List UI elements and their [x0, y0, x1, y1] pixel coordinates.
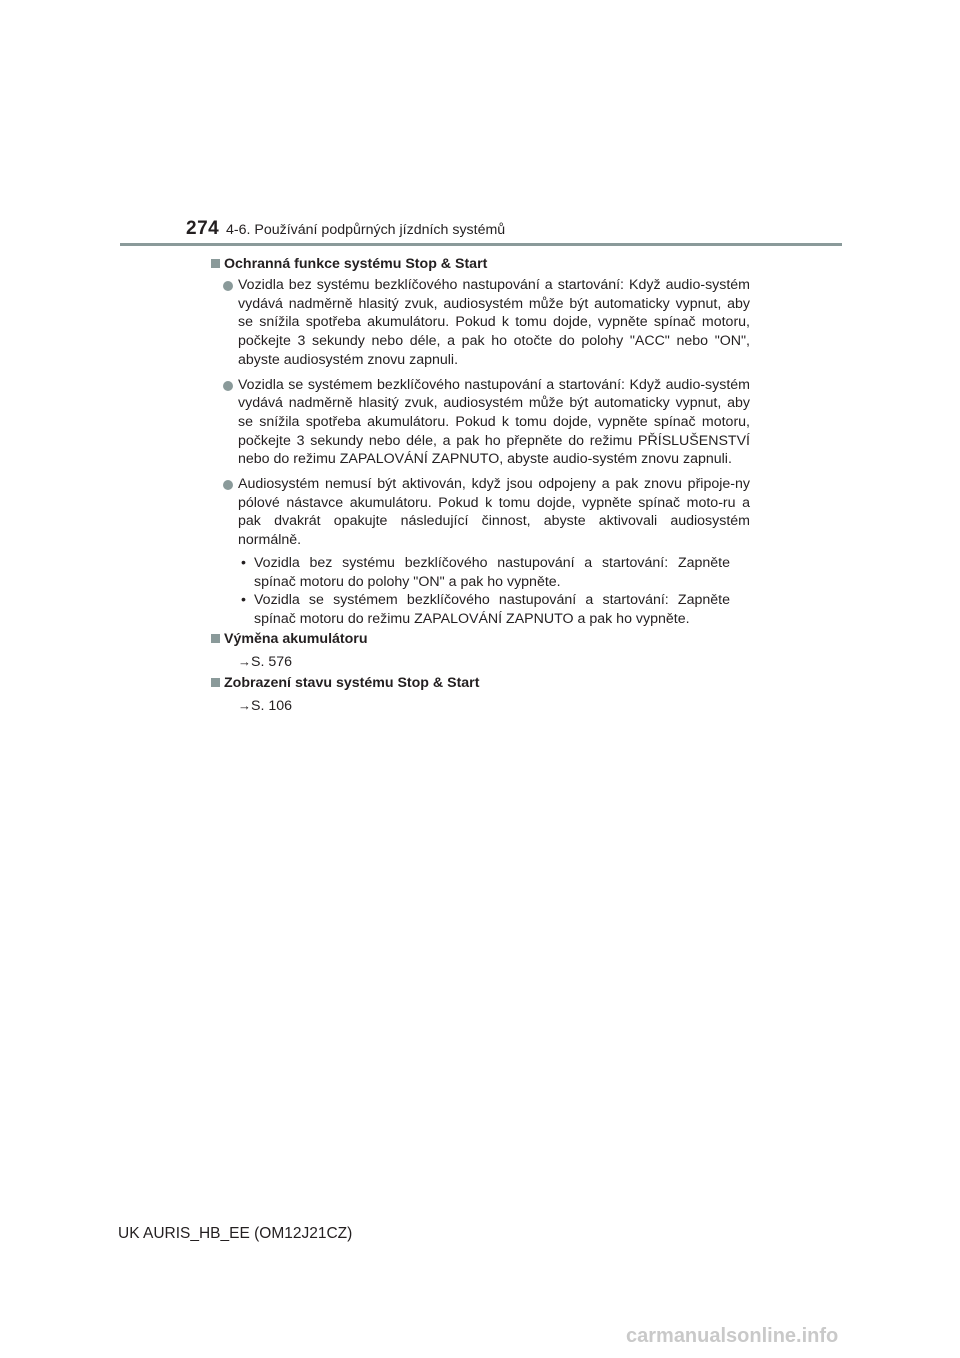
dot-bullet-icon: • — [241, 592, 246, 609]
circle-bullet-icon — [223, 381, 233, 391]
list-item-text: Vozidla se systémem bezklíčového nastupování a startování: Když audio-systém vydává nadměrně hlasitý zvuk, audiosystém může být automaticky vypnut, aby se snížila spotřeba akumulátoru. Pokud k tomu dojde, vypněte spínač motoru, počkejte 3 sekundy nebo déle, a pak ho přepněte do režimu PŘÍSLUŠENSTVÍ nebo do režimu ZAPALOVÁNÍ ZAPNUTO, abyste audio-systém znovu zapnuli. — [238, 376, 750, 468]
header-divider — [120, 243, 842, 246]
sub-list-item-text: Vozidla bez systému bezklíčového nastupování a startování: Zapněte spínač motoru do polohy "ON" a pak ho vypněte. — [254, 554, 730, 590]
chapter-title: 4-6. Používání podpůrných jízdních systémů — [226, 222, 506, 238]
arrow-right-icon: → — [238, 654, 251, 669]
section-heading — [210, 674, 750, 692]
dot-bullet-icon: • — [241, 554, 246, 571]
list-item-text: Audiosystém nemusí být aktivován, když jsou odpojeny a pak znovu připoje-ny pólové nástavce akumulátoru. Pokud k tomu dojde, vypněte spínač moto-ru a pak dvakrát opakujte následující činnost, abyste aktivovali audiosystém normálně. — [238, 476, 750, 549]
watermark: carmanualsonline.info — [626, 1325, 839, 1347]
square-bullet-icon — [211, 634, 220, 643]
square-bullet-icon — [211, 259, 220, 268]
section-battery — [210, 630, 750, 672]
list-item — [223, 376, 750, 470]
section-heading-text: Zobrazení stavu systému Stop & Start — [224, 675, 480, 691]
list-item — [223, 475, 750, 550]
section-protection — [210, 255, 750, 629]
page-reference-text: S. 576 — [251, 654, 293, 670]
list-item-text: Vozidla bez systému bezklíčového nastupování a startování: Když audio-systém vydává nadměrně hlasitý zvuk, audiosystém může být automaticky vypnut, aby se snížila spotřeba akumulátoru. Pokud k tomu dojde, vypněte spínač motoru, počkejte 3 sekundy nebo déle, a pak ho otočte do polohy "ACC" nebo "ON", abyste audiosystém znovu zapnuli. — [238, 277, 750, 368]
page-number: 274 — [186, 218, 220, 239]
footer-model-code: UK AURIS_HB_EE (OM12J21CZ) — [118, 1225, 353, 1242]
section-display — [210, 674, 750, 716]
circle-bullet-icon — [223, 480, 233, 490]
sub-list-item — [238, 591, 730, 628]
square-bullet-icon — [211, 678, 220, 687]
circle-bullet-icon — [223, 281, 233, 291]
section-heading — [210, 255, 750, 273]
sub-list-item-text: Vozidla se systémem bezklíčového nastupování a startování: Zapněte spínač motoru do režimu ZAPALOVÁNÍ ZAPNUTO a pak ho vypněte. — [254, 592, 730, 627]
page-reference[interactable] — [238, 697, 750, 716]
list-item — [223, 276, 750, 370]
section-heading-text: Ochranná funkce systému Stop & Start — [224, 256, 488, 272]
sub-list-item — [238, 554, 730, 591]
page-reference[interactable] — [238, 653, 750, 672]
section-heading-text: Výměna akumulátoru — [224, 631, 368, 647]
page-reference-text: S. 106 — [251, 698, 293, 714]
arrow-right-icon: → — [238, 698, 251, 713]
section-heading — [210, 630, 750, 648]
